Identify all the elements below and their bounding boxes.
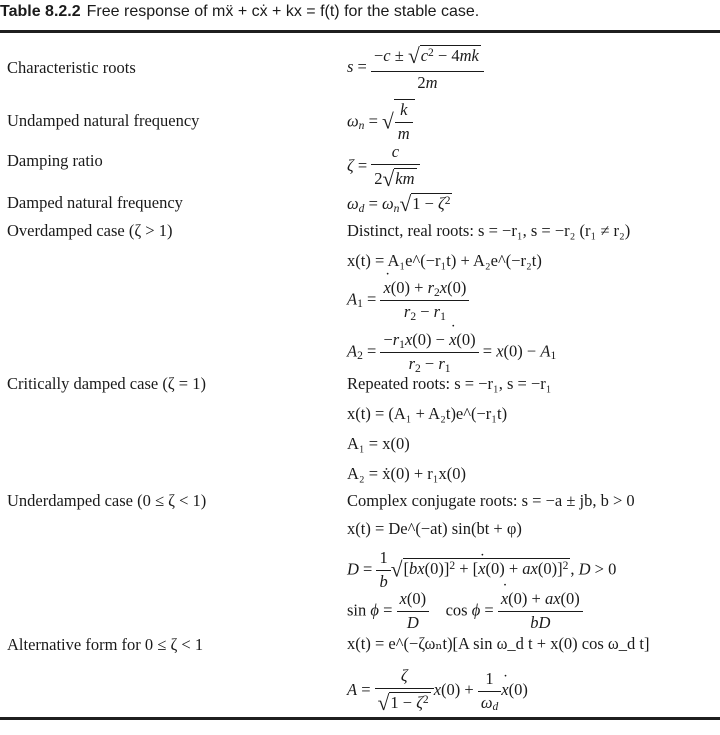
label-undamped-natural-frequency: Undamped natural frequency	[7, 111, 200, 130]
eq-overdamped-roots: Distinct, real roots: s = −r₁, s = −r₂ (r₁ ≠ r₂)	[347, 221, 631, 240]
table-number: Table 8.2.2	[0, 3, 81, 20]
eq-damping-ratio: ζ = $\frac{c}{2√km}$	[347, 143, 420, 192]
eq-undamped-frequency: $\omega_n$ = √ $\frac{k}{m}$	[347, 99, 415, 144]
eq-alternative-solution: x(t) = e^(−ζωₙt)[A sin ω_d t + x(0) cos ω_d t]	[347, 634, 650, 653]
eq-critical-roots: Repeated roots: s = −r₁, s = −r₁	[347, 374, 552, 393]
eq-characteristic-roots: s = $\frac{-c \pm √c^2 - 4mk}{2m}$	[347, 44, 484, 93]
eq-critical-A2: A₂ = ẋ(0) + r₁x(0)	[347, 464, 467, 483]
label-damped-natural-frequency: Damped natural frequency	[7, 193, 183, 212]
eq-overdamped-solution: x(t) = A₁e^(−r₁t) + A₂e^(−r₂t)	[347, 251, 542, 270]
table-caption	[0, 3, 720, 21]
eq-underdamped-D: D = $\frac{1}{b}$ $√[bx(0)]^2 + [x$ ˙(0) + ax(0)]$^2$ , D > 0	[347, 549, 616, 592]
label-overdamped-case: Overdamped case (ζ > 1)	[7, 221, 173, 240]
eq-critical-A1: A₁ = x(0)	[347, 434, 410, 453]
eq-alternative-A: A = $\frac{\zeta}{√1 - \zeta^2}$ x(0) + $\frac{1}{\omega_d}$ x ˙(0)	[347, 667, 528, 716]
label-alternative-form: Alternative form for 0 ≤ ζ < 1	[7, 635, 204, 654]
eq-underdamped-roots: Complex conjugate roots: s = −a ± jb, b > 0	[347, 491, 635, 510]
label-critically-damped-case: Critically damped case (ζ = 1)	[7, 374, 206, 393]
bottom-rule	[0, 717, 720, 720]
eq-critical-solution: x(t) = (A₁ + A₂t)e^(−r₁t)	[347, 404, 508, 423]
eq-underdamped-solution: x(t) = De^(−at) sin(bt + φ)	[347, 519, 522, 538]
eq-underdamped-phase: sin ϕ = $\frac{x(0)}{D}$ cos ϕ = $\frac{x ˙(0) + ax(0)}{bD}$	[347, 590, 583, 633]
label-damping-ratio: Damping ratio	[7, 151, 103, 170]
eq-overdamped-A2: $A_2$ = $\frac{-r_1x(0) - x ˙(0)}{r_2 - r_1}$ = $x(0) - A_1$	[347, 331, 556, 374]
label-underdamped-case: Underdamped case (0 ≤ ζ < 1)	[7, 491, 207, 510]
label-characteristic-roots: Characteristic roots	[7, 58, 136, 77]
caption-text: Free response of mẍ + cẋ + kx = f(t) for the stable case.	[86, 3, 480, 20]
eq-overdamped-A1: $A_1$ = $\frac{x ˙(0) + r_2x(0)}{r_2 - r_1}$	[347, 279, 469, 322]
top-rule	[0, 30, 720, 33]
eq-damped-frequency: $\omega_d = \omega_n√1 - \zeta^2$	[347, 192, 451, 216]
